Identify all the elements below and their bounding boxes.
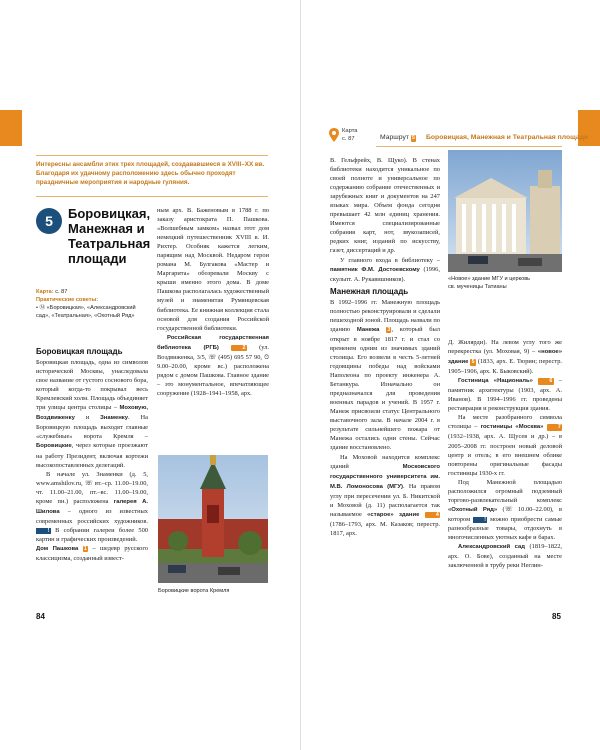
intro-bottom-rule [36,196,268,197]
paragraph: Под Манежной площадью расположился огромный подземный торгово-развлекательный комплекс «Охотный Ряд» (☏ 10.00–22.00), в котором ! можно приобрести самые разнообразные товары, отдохнуть в многочисленных уютных кафе и барах. [448,478,562,541]
marker-1: 1 [83,545,87,552]
section-title: Боровицкая, Манежная и Театральная площади [68,206,151,266]
paragraph: На Моховой находится комплекс зданий Московского государственного университета им. М.В. Ломоносова (МГУ). На правом углу при пересечении ул. Б. Никитской и Моховой (д. 11) располагается так называемое «старое» здание 4 (1786–1793, арх. М. Казаков; перестр. 1817, арх. [330,453,440,537]
paragraph: Дом Пашкова 1 – шедевр русского классицизма, созданный извест- [36,544,149,563]
heading-borovitskaya: Боровицкая площадь [36,347,123,356]
paragraph: В. Гельфрейх, В. Щуко). В стенах библиотеки находится уникальное по своей полноте и универсальное по содержанию собрание отечественных и зарубежных книг и документов на 247 языках мира. Объем фонда сегодня превышает 42 млн единиц хранения. Имеются специализированные собрания карт, нот, звукозаписей, редких книг, изданий по искусству, газет, диссертаций и др. [330,157,440,255]
marker-4: 4 [425,512,440,519]
marker-5: 5 [471,359,475,366]
exclamation-badge: ! [36,528,51,535]
intro-text: Интересны ансамбли этих трех площадей, создававшиеся в XVIII–XX вв. Благодаря их удачному расположению здесь обычно проходят праздничные мероприятия и народные гуляния. [36,161,265,186]
heading-manezhnaya: Манежная площадь [330,286,409,296]
paragraph: В 1992–1996 гг. Манежную площадь полностью реконструировали и сделали пешеходной зоной. Площадь назвали по зданию Манежа 3, который был открыт в ноябре 1817 г. и стал со временем одним из значимых зданий столицы. Его возвели в честь 5-летней годовщины победы над войсками Наполеона по проекту инженера А. Бетанкура. Изначально он предназначался для проведения военных парадов и учений. В 1957 г. Манеж присвоили статус Центрального выставочного зала. В начале 2004 г. в результате сильнейшего пожара от Манежа остались одни стены. Сейчас здание восстановлено. [330,298,440,452]
marker-2: 2 [231,345,246,352]
paragraph: У главного входа в библиотеку – памятник Ф.М. Достоевскому (1996, скульпт. А. Рукавишников). [330,256,440,283]
section-badge: 5 [36,208,62,234]
map-pin-icon [329,128,339,142]
map-label: Карта: [36,289,54,295]
page-number-left: 84 [36,612,45,621]
route-label: Маршрут 5 [380,134,415,141]
paragraph: ным арх. В. Баженовым в 1788 г. по заказу аристократа П. Пашкова. «Волшебным замком» назвал этот дом немецкий путешественник XVIII в. И. Рихтер. Особняк кажется легким, парящим над Москвой. Недаром герои романа М. Булгакова «Мастер и Маргарита» обозревали Москву с крыши именно этого дома. В доме Пашкова располагалась художественный музей и знаменитая Румянцевская библиотека. Ее книжная коллекция стала основой для создания Российской государственной библиотеки. [157,207,269,332]
marker-3: 3 [387,326,391,333]
page-number-right: 85 [552,612,561,621]
paragraph: Александровский сад (1819–1822, арх. О. Бове), созданный на месте заключенной в трубу реки Неглин- [448,543,562,570]
left-thumb-tab [0,110,22,146]
right-column-2 [448,338,562,570]
exclamation-badge: ! [473,517,488,524]
paragraph: Боровицкая площадь, одна из символов исторической Москвы, унаследовала свое название от густого соснового бора, который когда-то покрывал весь Кремлевский холм. Площадь объединяет три улицы центра столицы – Моховую, Воздвиженку и Знаменку. На Боровицкую площадь выходят главные «служебные» ворота Кремля – Боровицкие, через которые проезжают на работу Президент, включая кортежи высокопоставленных делегаций. [36,359,148,469]
photo-caption-borovitsky: Боровицкие ворота Кремля [158,588,230,594]
photo-caption-mgu: «Новое» здание МГУ и церковь св. мученицы Татианы [448,276,531,290]
paragraph: Российская государственная библиотека (РГБ) 2 (ул. Воздвиженка, 3/5, ☏ (495) 695 57 90, ⏲ 9.00–20.00, кроме вс.) расположена рядом с домом Пашкова. Главное здание – это монументальное, впечатляющее сооружение (1928–1941–1958, арх. [157,334,269,397]
tips-label: Практические советы: [36,297,99,303]
paragraph: На месте разобранного символа столицы – гостиницы «Москва» 7 (1932–1938, арх. А. Щусев и др.) – в 2005–2008 гг. построен новый деловой центр и отель; в его внешнем облике повторены оригинальные фасады гостиницы 1930-х гг. [448,414,562,477]
left-column-1 [36,344,148,563]
right-column-1 [330,156,440,538]
paragraph: Д. Жилярди). На левом углу того же перекрестка (ул. Моховая, 9) – «новое» здание 5 (1833, арх. Е. Тюрин; перестр. 1905–1906, арх. К. Быковский). [448,339,563,376]
header-rule [376,146,562,147]
marker-7: 7 [547,424,562,431]
tips-text: • Ⓜ «Боровицкая», «Александровский сад», «Театральная», «Охотный Ряд» [36,305,136,319]
route-title: Боровицкая, Манежная и Театральная площади [426,134,589,141]
intro-top-rule [36,155,268,156]
paragraph: Гостиница «Националь» 6 – памятник архитектуры (1903, арх. А. Иванов). В 1994–1996 гг. проведены реставрация и реконструкция здания. [448,377,562,413]
section-meta [36,288,146,320]
map-reference: Карта с. 87 [342,128,358,142]
left-column-2 [157,206,269,398]
photo-borovitsky-gate [158,455,268,583]
paragraph: В начале ул. Знаменки (д. 5, www.amshilov.ru, ☏ вт.–ср. 11.00–19.00, чт. 11.00–21.00, пт.–вс. 11.00–19.00, кроме пн.) расположена галерея А. Шилова – одного из известных современных российских художников. ! В собрании галереи более 500 картин и графических произведений. [36,470,148,543]
map-value: с. 87 [53,289,68,295]
marker-6: 6 [538,378,553,385]
photo-mgu-building [448,150,562,272]
route-number: 5 [412,135,415,141]
